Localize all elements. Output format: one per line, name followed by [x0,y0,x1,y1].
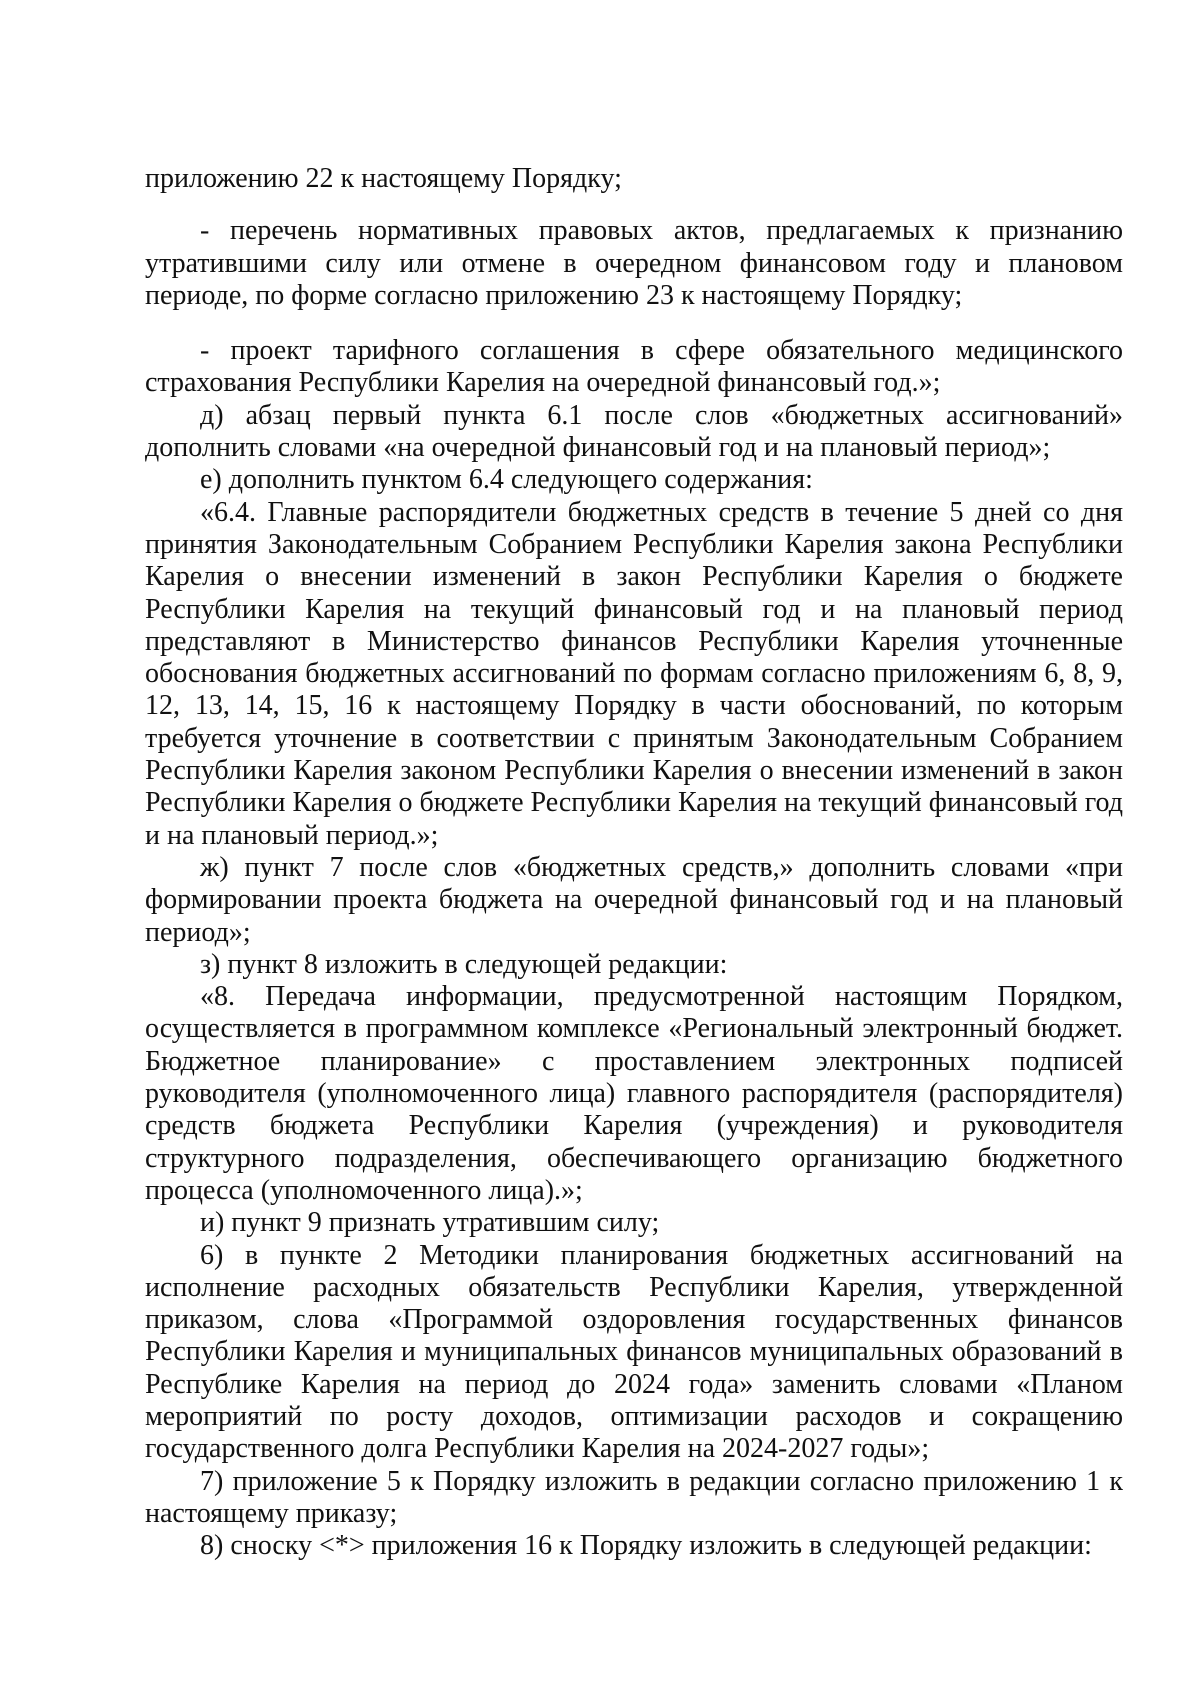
paragraph-7: ж) пункт 7 после слов «бюджетных средств,» дополнить словами «при формировании проекта бюджета на очередной финансовый год и на плановый период»; [145,851,1123,948]
paragraph-3: - проект тарифного соглашения в сфере обязательного медицинского страхования Республики Карелия на очередной финансовый год.»; [145,335,1123,399]
paragraph-5: е) дополнить пунктом 6.4 следующего содержания: [200,464,813,496]
paragraph-13: 8) сноску <*> приложения 16 к Порядку изложить в следующей редакции: [200,1530,1092,1562]
paragraph-10: и) пункт 9 признать утратившим силу; [200,1207,660,1239]
paragraph-1: приложению 22 к настоящему Порядку; [145,163,622,194]
paragraph-4: д) абзац первый пункта 6.1 после слов «бюджетных ассигнований» дополнить словами «на очередной финансовый год и на плановый период»; [145,399,1123,464]
paragraph-12: 7) приложение 5 к Порядку изложить в редакции согласно приложению 1 к настоящему приказу; [145,1465,1123,1529]
document-page [145,163,1123,1562]
paragraph-2: - перечень нормативных правовых актов, предлагаемых к признанию утратившими силу или отмене в очередном финансовом году и плановом периоде, по форме согласно приложению 23 к настоящему Порядку; [145,215,1123,311]
paragraph-11: 6) в пункте 2 Методики планирования бюджетных ассигнований на исполнение расходных обязательств Республики Карелия, утвержденной приказом, слова «Программой оздоровления государственных финансов Республики Карелия и муниципальных финансов муниципальных образований в Республике Карелия на период до 2024 года» заменить словами «Планом мероприятий по росту доходов, оптимизации расходов и сокращению государственного долга Республики Карелия на 2024-2027 годы»; [145,1239,1123,1465]
paragraph-8: з) пункт 8 изложить в следующей редакции: [200,948,728,980]
paragraph-9: «8. Передача информации, предусмотренной настоящим Порядком, осуществляется в программном комплексе «Региональный электронный бюджет. Бюджетное планирование» с проставлением электронных подписей руководителя (уполномоченного лица) главного распорядителя (распорядителя) средств бюджета Республики Карелия (учреждения) и руководителя структурного подразделения, обеспечивающего организацию бюджетного процесса (уполномоченного лица).»; [145,981,1123,1206]
paragraph-6: «6.4. Главные распорядители бюджетных средств в течение 5 дней со дня принятия Законодательным Собранием Республики Карелия закона Республики Карелия о внесении изменений в закон Республики Карелия о бюджете Республики Карелия на текущий финансовый год и на плановый период представляют в Министерство финансов Республики Карелия уточненные обоснования бюджетных ассигнований по формам согласно приложениям 6, 8, 9, 12, 13, 14, 15, 16 к настоящему Порядку в части обоснований, по которым требуется уточнение в соответствии с принятым Законодательным Собранием Республики Карелия законом Республики Карелия о внесении изменений в закон Республики Карелия о бюджете Республики Карелия на текущий финансовый год и на плановый период.»; [145,496,1123,851]
